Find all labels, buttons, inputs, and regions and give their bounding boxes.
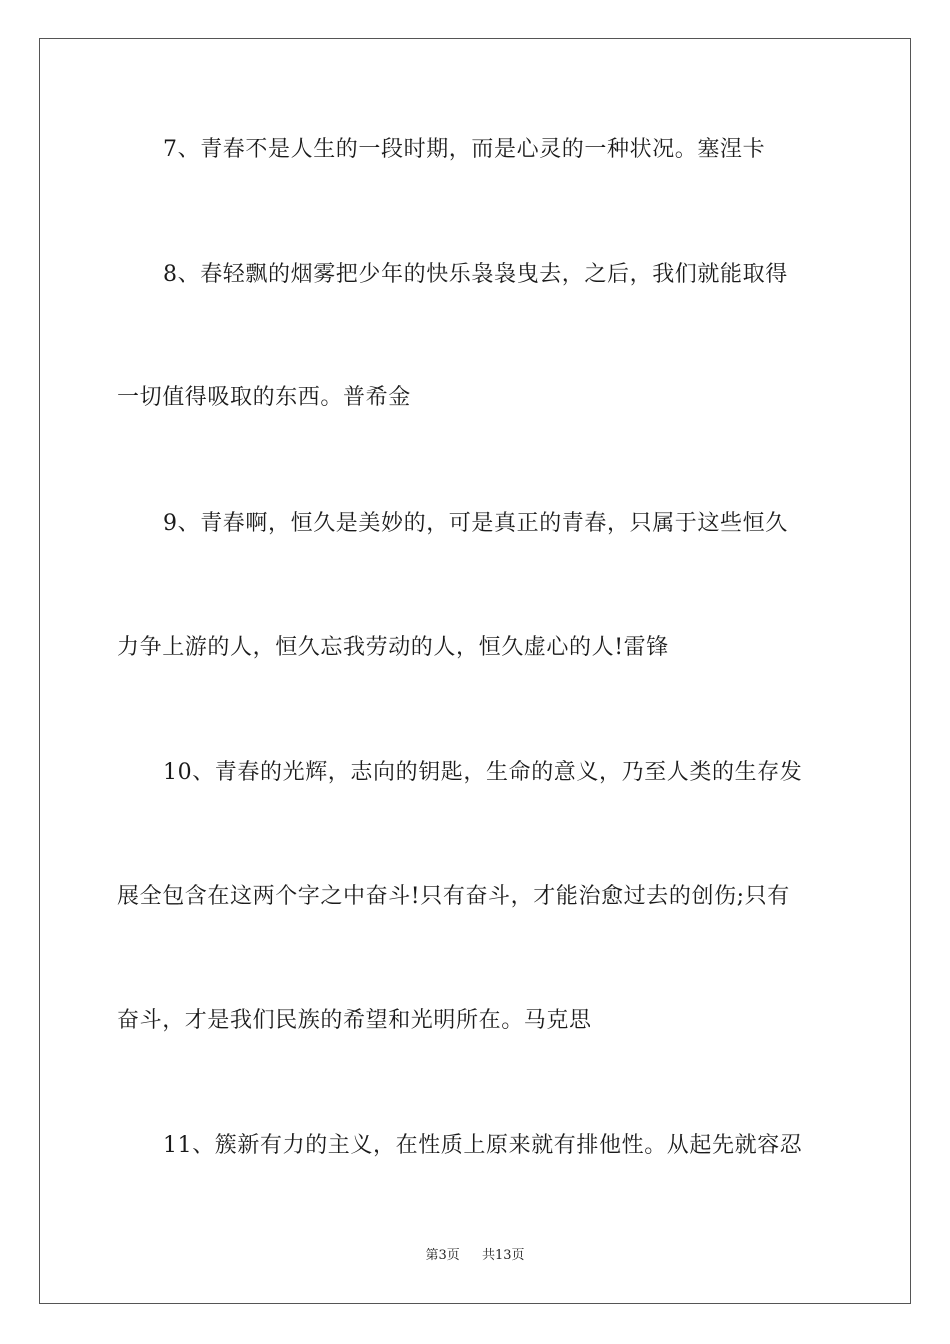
total-pages: 共13页 <box>482 1248 525 1263</box>
page-number: 第3页 <box>425 1248 460 1263</box>
quote-9-line-2: 力争上游的人，恒久忘我劳动的人，恒久虚心的人!雷锋 <box>117 635 669 660</box>
quote-10-line-3: 奋斗，才是我们民族的希望和光明所在。马克思 <box>117 1008 592 1033</box>
quote-9-line-1: 9、青春啊，恒久是美妙的，可是真正的青春，只属于这些恒久 <box>163 511 788 536</box>
page-footer <box>0 1247 950 1265</box>
quote-11-line-1: 11、簇新有力的主义，在性质上原来就有排他性。从起先就容忍 <box>163 1133 803 1158</box>
quote-8-line-2: 一切值得吸取的东西。普希金 <box>117 385 411 410</box>
quote-10-line-1: 10、青春的光辉，志向的钥匙，生命的意义，乃至人类的生存发 <box>163 760 803 785</box>
quote-7-line-1: 7、青春不是人生的一段时期，而是心灵的一种状况。塞涅卡 <box>163 137 766 162</box>
page-frame <box>39 38 911 1304</box>
quote-10-line-2: 展全包含在这两个字之中奋斗!只有奋斗，才能治愈过去的创伤;只有 <box>117 884 790 909</box>
quote-8-line-1: 8、春轻飘的烟雾把少年的快乐袅袅曳去，之后，我们就能取得 <box>163 262 788 287</box>
